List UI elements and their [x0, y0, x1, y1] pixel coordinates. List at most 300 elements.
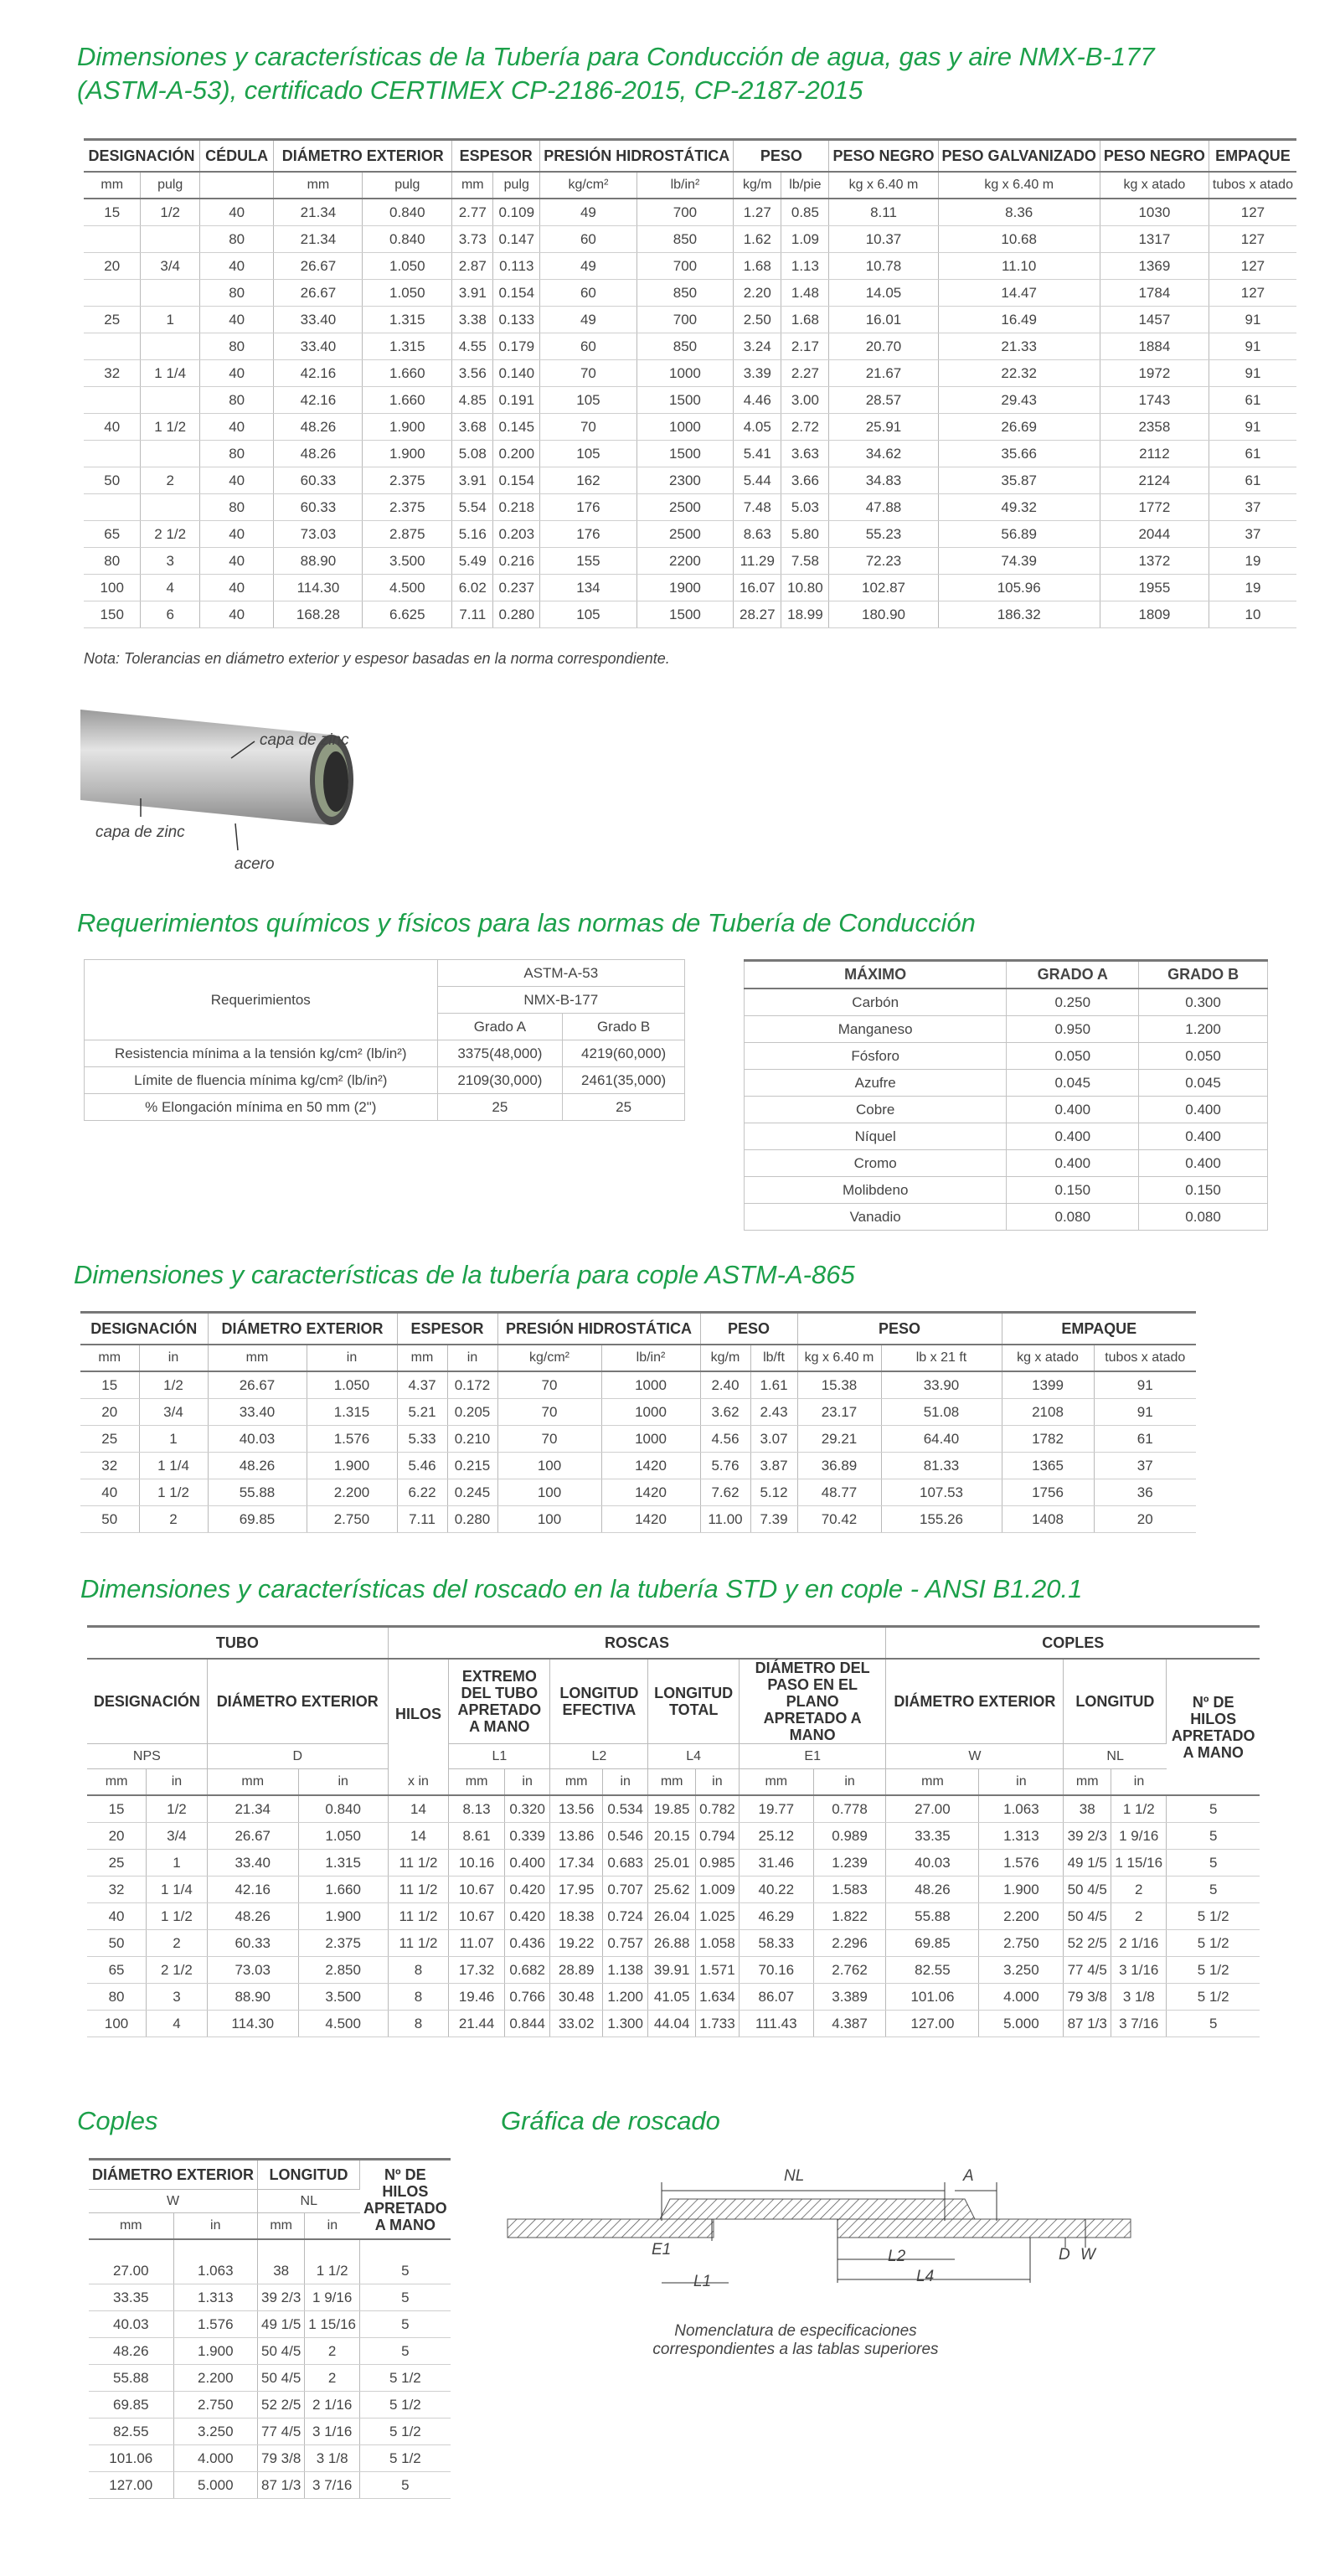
table-cell: 5.03 [781, 494, 829, 521]
table-cell: 40 [199, 467, 273, 494]
threading-table [87, 1625, 1260, 2037]
table-cell: 0.400 [504, 1850, 549, 1877]
table-cell: 1 15/16 [1111, 1850, 1167, 1877]
table-cell: 25.91 [829, 414, 938, 441]
table-cell: 1.009 [695, 1877, 739, 1903]
table-cell: 100 [497, 1506, 601, 1533]
table-cell: 0.840 [298, 1795, 388, 1823]
table-cell: 80 [199, 387, 273, 414]
unit-cell: in [813, 1769, 886, 1796]
table-cell: 4.387 [813, 2011, 886, 2037]
table-cell: 2.762 [813, 1957, 886, 1984]
table-row [80, 1399, 1196, 1426]
table-cell: 1.62 [734, 226, 781, 253]
table-row [89, 2472, 451, 2499]
table-cell: 0.280 [447, 1506, 497, 1533]
header-hilos: HILOS [388, 1659, 449, 1769]
table-cell: 91 [1209, 333, 1296, 360]
table-cell: 61 [1209, 467, 1296, 494]
table-cell: 0.782 [695, 1795, 739, 1823]
table-cell: 40 [199, 414, 273, 441]
table-cell: 60 [540, 333, 637, 360]
table-cell: 1.200 [1139, 1016, 1268, 1043]
header-extremo: EXTREMO DEL TUBO APRETADO A MANO [449, 1659, 550, 1744]
table-row [745, 1016, 1268, 1043]
table-cell: 0.050 [1139, 1043, 1268, 1070]
table-cell: 3.62 [700, 1399, 750, 1426]
table-cell: 2.375 [363, 467, 452, 494]
unit-cell: mm [84, 172, 141, 199]
table-cell: 25 [87, 1850, 147, 1877]
table-cell: 23.17 [797, 1399, 881, 1426]
table-cell: 61 [1094, 1426, 1196, 1453]
table-cell: 11 1/2 [388, 1903, 449, 1930]
table-cell: 5 [1167, 1823, 1260, 1850]
table-cell: 1369 [1100, 253, 1209, 280]
table-cell: Molibdeno [745, 1177, 1007, 1204]
section6-title: Gráfica de roscado [501, 2106, 720, 2135]
table-cell: 0.766 [504, 1984, 549, 2011]
unit-cell: in [695, 1769, 739, 1796]
header-cedula: CÉDULA [199, 140, 273, 173]
table-cell: 2.850 [298, 1957, 388, 1984]
table-row [89, 2419, 451, 2445]
label-l2: L2 [888, 2248, 906, 2265]
table-cell: 1756 [1002, 1479, 1094, 1506]
table-cell: 0.154 [493, 467, 540, 494]
table-cell: 850 [636, 280, 734, 307]
table-cell: 16.01 [829, 307, 938, 333]
table-cell: 8 [388, 1957, 449, 1984]
table-cell: 29.43 [938, 387, 1100, 414]
table-cell: 69.85 [208, 1506, 307, 1533]
table-cell: 3.87 [750, 1453, 797, 1479]
table-cell: 5 [1167, 2011, 1260, 2037]
table-cell: 70 [497, 1399, 601, 1426]
unit-cell: mm [207, 1769, 298, 1796]
table-cell: 49 [540, 307, 637, 333]
unit-cell: in [298, 1769, 388, 1796]
table-cell: 2.40 [700, 1371, 750, 1399]
table-cell: 2.20 [734, 280, 781, 307]
table-cell: 48.26 [208, 1453, 307, 1479]
table-cell: 0.140 [493, 360, 540, 387]
table-cell: 105 [540, 601, 637, 628]
table-cell: 11.29 [734, 548, 781, 575]
table-cell: 15.38 [797, 1371, 881, 1399]
unit-cell: mm [1064, 1769, 1111, 1796]
table-cell: 3 7/16 [1111, 2011, 1167, 2037]
table-cell: 35.66 [938, 441, 1100, 467]
table-cell: 20 [80, 1399, 139, 1426]
table-cell: 1.900 [298, 1903, 388, 1930]
table-cell: 88.90 [274, 548, 363, 575]
table-cell: 55.88 [886, 1903, 979, 1930]
table-row [84, 575, 1296, 601]
table-cell: 1500 [636, 601, 734, 628]
table-cell: 1.315 [298, 1850, 388, 1877]
table-cell: 2.200 [979, 1903, 1064, 1930]
table-cell: 5 1/2 [1167, 1903, 1260, 1930]
table-row [84, 226, 1296, 253]
table-cell: 5.000 [173, 2472, 257, 2499]
table-cell: 1457 [1100, 307, 1209, 333]
table-cell: 8.13 [449, 1795, 505, 1823]
table-cell: 2.375 [298, 1930, 388, 1957]
caption-line1: Nomenclatura de especificaciones [674, 2322, 917, 2340]
table-cell: 100 [497, 1479, 601, 1506]
threading-diagram-svg [502, 2157, 1139, 2308]
symbol-nl: NL [1064, 1744, 1167, 1769]
table-cell: 1.050 [307, 1371, 397, 1399]
table-cell: 26.67 [274, 280, 363, 307]
table-cell: 40.03 [208, 1426, 307, 1453]
table-cell: 3.68 [452, 414, 493, 441]
table-cell: 4.05 [734, 414, 781, 441]
table-cell: 72.23 [829, 548, 938, 575]
table-cell: 1000 [601, 1371, 700, 1399]
table-cell: 50 4/5 [1064, 1903, 1111, 1930]
header-hilos-apretado: Nº DE HILOS APRETADO A MANO [360, 2160, 451, 2240]
table-cell: 3.63 [781, 441, 829, 467]
table-cell: 18.38 [550, 1903, 603, 1930]
table-cell: 1.571 [695, 1957, 739, 1984]
table-cell: 2.50 [734, 307, 781, 333]
table-cell: 40.03 [89, 2311, 173, 2338]
table-cell: 88.90 [207, 1984, 298, 2011]
table-cell: 3.250 [173, 2419, 257, 2445]
table-cell [84, 494, 141, 521]
table-cell: 4.56 [700, 1426, 750, 1453]
table-cell: 0.840 [363, 226, 452, 253]
table-cell: 1.315 [363, 307, 452, 333]
table-cell: 17.32 [449, 1957, 505, 1984]
table-cell: 26.69 [938, 414, 1100, 441]
table-cell: 5 1/2 [360, 2392, 451, 2419]
table-cell: 2500 [636, 494, 734, 521]
table-row [84, 387, 1296, 414]
unit-cell: mm [397, 1345, 447, 1371]
steel-label: acero [234, 855, 275, 873]
unit-cell: in [447, 1345, 497, 1371]
table-cell: 0.113 [493, 253, 540, 280]
table-cell: 2 1/2 [147, 1957, 208, 1984]
table-cell: 50 [87, 1930, 147, 1957]
table-cell: 1.900 [173, 2338, 257, 2365]
header-designacion: DESIGNACIÓN [84, 140, 199, 173]
table-cell: 26.67 [208, 1371, 307, 1399]
table-cell: 3.39 [734, 360, 781, 387]
table-cell: 114.30 [207, 2011, 298, 2037]
table-cell: 20 [84, 253, 141, 280]
table-cell: 11.10 [938, 253, 1100, 280]
unit-cell: lb/in² [601, 1345, 700, 1371]
table-cell: 2.17 [781, 333, 829, 360]
table-cell: 6.02 [452, 575, 493, 601]
table-cell: 15 [84, 199, 141, 226]
table-cell: 5.33 [397, 1426, 447, 1453]
header-hilos-apretado: Nº DE HILOS APRETADO A MANO [1167, 1659, 1260, 1795]
table-cell: 105 [540, 387, 637, 414]
table-cell: 0.147 [493, 226, 540, 253]
units-row [87, 1769, 1260, 1796]
table-cell: 3.07 [750, 1426, 797, 1453]
table-cell: 40 [87, 1903, 147, 1930]
table-row [84, 601, 1296, 628]
table-cell: 0.080 [1139, 1204, 1268, 1231]
unit-cell: kg x 6.40 m [938, 172, 1100, 199]
table-cell: 48.26 [89, 2338, 173, 2365]
table-cell: 80 [87, 1984, 147, 2011]
table-cell: 3.00 [781, 387, 829, 414]
table-cell: 2461(35,000) [563, 1067, 685, 1094]
table-row [84, 333, 1296, 360]
table-cell: 4.000 [979, 1984, 1064, 2011]
table-cell: 4.85 [452, 387, 493, 414]
unit-cell: tubos x atado [1209, 172, 1296, 199]
table-cell: 60.33 [274, 467, 363, 494]
unit-cell: mm [550, 1769, 603, 1796]
table-cell: 10.78 [829, 253, 938, 280]
table-cell: 80 [199, 226, 273, 253]
table-cell: 107.53 [881, 1479, 1002, 1506]
chemical-requirements-table [744, 959, 1268, 1231]
table-cell: 105 [540, 441, 637, 467]
table-cell: 2 1/2 [141, 521, 199, 548]
table-cell: 127.00 [89, 2472, 173, 2499]
table-cell: 25 [563, 1094, 685, 1121]
table-cell: 1.050 [363, 253, 452, 280]
table-cell: Cobre [745, 1097, 1007, 1123]
table-cell: 1 1/2 [139, 1479, 208, 1506]
table-cell: 5 [1167, 1850, 1260, 1877]
standard-nmx: NMX-B-177 [437, 987, 684, 1014]
table-cell: 2.750 [173, 2392, 257, 2419]
table-cell: 0.400 [1139, 1097, 1268, 1123]
table-cell: 50 4/5 [1064, 1877, 1111, 1903]
label-nl: NL [784, 2167, 805, 2185]
table-cell: 1782 [1002, 1426, 1094, 1453]
table-cell: 1.68 [734, 253, 781, 280]
table-cell [84, 280, 141, 307]
table-cell: 21.34 [274, 226, 363, 253]
table-cell: 10.80 [781, 575, 829, 601]
table-cell: 55.88 [89, 2365, 173, 2392]
table-cell: 0.205 [447, 1399, 497, 1426]
table-cell: 91 [1094, 1399, 1196, 1426]
table-cell: 87 1/3 [1064, 2011, 1111, 2037]
table-cell: 21.44 [449, 2011, 505, 2037]
table-cell: 28.89 [550, 1957, 603, 1984]
table-cell: 10.16 [449, 1850, 505, 1877]
table-row [80, 1506, 1196, 1533]
table-cell: 1.315 [363, 333, 452, 360]
table-cell: 2200 [636, 548, 734, 575]
table-cell: 1.660 [363, 387, 452, 414]
table-cell: 10.68 [938, 226, 1100, 253]
table-cell: 26.04 [648, 1903, 696, 1930]
table-cell: 49 1/5 [258, 2311, 305, 2338]
table-row [89, 2338, 451, 2365]
table-cell: 5 [360, 2311, 451, 2338]
table-cell: 8.11 [829, 199, 938, 226]
table-cell: 1.733 [695, 2011, 739, 2037]
table-cell: 1000 [636, 360, 734, 387]
table-cell: 0.534 [602, 1795, 647, 1823]
table-row [87, 1957, 1260, 1984]
table-cell: 2.375 [363, 494, 452, 521]
table-cell: 100 [87, 2011, 147, 2037]
table-row [84, 199, 1296, 226]
header-presion: PRESIÓN HIDROSTÁTICA [540, 140, 734, 173]
table-cell: 1000 [636, 414, 734, 441]
table-cell: 11.00 [700, 1506, 750, 1533]
table-cell: Cromo [745, 1150, 1007, 1177]
table-cell: 35.87 [938, 467, 1100, 494]
table-cell: 6.625 [363, 601, 452, 628]
unit-cell: pulg [363, 172, 452, 199]
table-cell: 0.682 [504, 1957, 549, 1984]
table-cell: 32 [80, 1453, 139, 1479]
table-cell: 2.43 [750, 1399, 797, 1426]
table-cell: 42.16 [274, 360, 363, 387]
table-cell: 100 [497, 1453, 601, 1479]
table-cell: 1365 [1002, 1453, 1094, 1479]
table-cell: 10.67 [449, 1877, 505, 1903]
physical-requirements-table [84, 959, 685, 1121]
table-row [89, 2365, 451, 2392]
table-cell: 2 [1111, 1903, 1167, 1930]
table-cell: 11 1/2 [388, 1850, 449, 1877]
table-cell: 0.400 [1139, 1123, 1268, 1150]
table-cell [84, 387, 141, 414]
table-cell: 1743 [1100, 387, 1209, 414]
table-row [745, 1204, 1268, 1231]
table-cell: 21.34 [207, 1795, 298, 1823]
table-cell: 40 [199, 521, 273, 548]
table-cell: 50 [84, 467, 141, 494]
table-cell: 1372 [1100, 548, 1209, 575]
table-cell: 0.339 [504, 1823, 549, 1850]
table-cell: 1 [147, 1850, 208, 1877]
table-cell: 100 [84, 575, 141, 601]
table-cell: 19.77 [739, 1795, 813, 1823]
table-cell: 6 [141, 601, 199, 628]
table-cell: 42.16 [207, 1877, 298, 1903]
table-cell: 37 [1094, 1453, 1196, 1479]
table-cell: 1 [139, 1426, 208, 1453]
tolerance-note: Nota: Tolerancias en diámetro exterior y espesor basadas en la norma correspondiente. [84, 650, 670, 667]
table-cell: 2109(30,000) [437, 1067, 563, 1094]
table-cell: 28.27 [734, 601, 781, 628]
header-grado-a: GRADO A [1007, 961, 1139, 989]
symbol-e1: E1 [739, 1744, 886, 1769]
table-cell: 26.67 [274, 253, 363, 280]
table-cell: 4.46 [734, 387, 781, 414]
table-cell: 61 [1209, 387, 1296, 414]
table-cell: 2.750 [307, 1506, 397, 1533]
table-cell: 2 [305, 2338, 360, 2365]
table-cell: 1955 [1100, 575, 1209, 601]
table-cell: 850 [636, 333, 734, 360]
table-row [84, 307, 1296, 333]
table-cell: 81.33 [881, 1453, 1002, 1479]
unit-cell: mm [208, 1345, 307, 1371]
table-cell: 8.61 [449, 1823, 505, 1850]
table-cell: 16.07 [734, 575, 781, 601]
table-cell: 22.32 [938, 360, 1100, 387]
table-cell: 1 1/4 [141, 360, 199, 387]
table-cell: 33.35 [886, 1823, 979, 1850]
zinc-layer-label-top: capa de zinc [260, 731, 349, 749]
table-cell: 19.46 [449, 1984, 505, 2011]
table-cell: 1.576 [979, 1850, 1064, 1877]
table-cell: 3 [141, 548, 199, 575]
unit-cell: kg/m [700, 1345, 750, 1371]
table-cell: 70.42 [797, 1506, 881, 1533]
grade-a-header: Grado A [437, 1014, 563, 1040]
table-cell: 21.33 [938, 333, 1100, 360]
table-cell: 80 [199, 280, 273, 307]
table-row [85, 1094, 685, 1121]
table-cell: 2044 [1100, 521, 1209, 548]
table-cell: 0.436 [504, 1930, 549, 1957]
table-row [84, 253, 1296, 280]
table-cell: 21.34 [274, 199, 363, 226]
table-cell: 70.16 [739, 1957, 813, 1984]
table-cell: 2.200 [173, 2365, 257, 2392]
table-header-row [84, 140, 1296, 173]
header-espesor: ESPESOR [397, 1313, 497, 1345]
table-cell: 1884 [1100, 333, 1209, 360]
header-presion: PRESIÓN HIDROSTÁTICA [497, 1313, 700, 1345]
zinc-layer-label-bottom: capa de zinc [95, 823, 185, 841]
table-cell: 37 [1209, 494, 1296, 521]
table-cell: 70 [540, 360, 637, 387]
table-cell: 1.660 [298, 1877, 388, 1903]
table-cell: 41.05 [648, 1984, 696, 2011]
table-cell: 1 1/2 [1111, 1795, 1167, 1823]
unit-cell: in [307, 1345, 397, 1371]
table-cell [84, 226, 141, 253]
table-cell: 19 [1209, 575, 1296, 601]
table-cell: 850 [636, 226, 734, 253]
table-cell: 2 1/16 [305, 2392, 360, 2419]
table-cell: 0.400 [1007, 1150, 1139, 1177]
unit-cell: mm [449, 1769, 505, 1796]
table-cell: 0.191 [493, 387, 540, 414]
table-cell: 27.00 [886, 1795, 979, 1823]
table-cell: 48.26 [207, 1903, 298, 1930]
header-diametro-cople: DIÁMETRO EXTERIOR [886, 1659, 1064, 1744]
table-cell: 80 [199, 494, 273, 521]
table-cell: 1900 [636, 575, 734, 601]
coupling-pipe-table [80, 1311, 1196, 1533]
table-cell: Azufre [745, 1070, 1007, 1097]
table-cell: 79 3/8 [1064, 1984, 1111, 2011]
table-cell: 1.13 [781, 253, 829, 280]
table-cell: 36.89 [797, 1453, 881, 1479]
table-cell: 3.500 [363, 548, 452, 575]
header-peso-negro: PESO NEGRO [829, 140, 938, 173]
table-cell: 101.06 [89, 2445, 173, 2472]
table-cell: 1.48 [781, 280, 829, 307]
table-cell: 3/4 [139, 1399, 208, 1426]
table-cell: 5.80 [781, 521, 829, 548]
table-cell: 40.03 [886, 1850, 979, 1877]
table-row [84, 521, 1296, 548]
table-cell: 4.55 [452, 333, 493, 360]
